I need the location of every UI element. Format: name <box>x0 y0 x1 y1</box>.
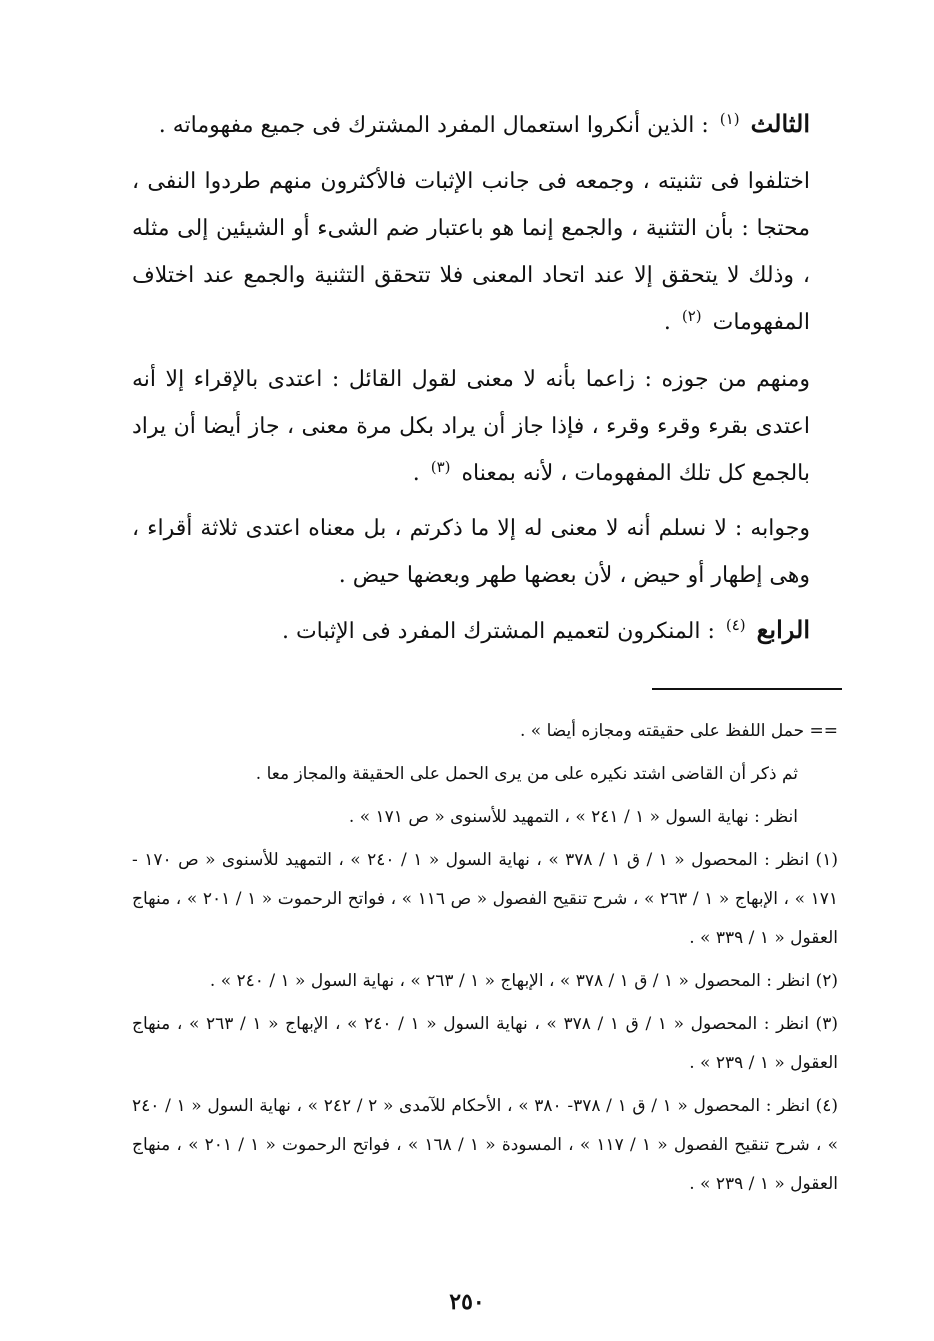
footnote-continuation-3: انظر : نهاية السول « ١ / ٢٤١ » ، التمهيد للأسنوى « ص ١٧١ » . <box>348 807 798 827</box>
paragraph-2-end: . <box>412 461 420 486</box>
paragraph-3 <box>132 505 838 599</box>
footnote-ref-1: (١) <box>719 109 740 128</box>
paragraph-2-text: ومنهم من جوزه : زاعما بأنه لا معنى لقول القائل : اعتدى بالإقراء إلا أنه اعتدى بقرء وقرء وقرء ، فإذا جاز أن يراد بكل مرة معنى ، جاز أيضا أن يراد بالجمع كل تلك المفهومات ، لأنه بمعناه <box>132 367 810 486</box>
footnote-3: (٣) انظر : المحصول « ١ / ق ١ / ٣٧٨ » ، نهاية السول « ١ / ٢٤٠ » ، الإبهاج « ١ / ٢٦٣ » ، منهاج العقول « ١ / ٢٣٩ » . <box>132 1014 838 1073</box>
footnote-ref-2: (٢) <box>681 306 702 325</box>
footnote-continuation-1: == حمل اللفظ على حقيقته ومجازه أيضا » . <box>520 721 838 741</box>
third-heading-label: الثالث <box>750 109 810 138</box>
paragraph-3-text: وجوابه : لا نسلم أنه لا معنى له إلا ما ذكرتم ، بل معناه اعتدى ثلاثة أقراء ، وهى إطهار أو حيض ، لأن بعضها طهر وبعضها حيض . <box>132 516 810 588</box>
fourth-heading-line <box>132 606 838 655</box>
paragraph-1-end: . <box>663 310 671 335</box>
third-heading-line <box>132 100 838 149</box>
footnote-ref-3: (٣) <box>430 457 451 476</box>
page-number: ٢٥٠ <box>449 1289 485 1315</box>
fourth-heading-text: : المنكرون لتعميم المشترك المفرد فى الإثبات . <box>281 619 715 644</box>
paragraph-2 <box>132 356 838 497</box>
third-heading-text: : الذين أنكروا استعمال المفرد المشترك فى جميع مفهوماته . <box>158 113 709 138</box>
footnote-separator <box>652 688 842 690</box>
footnote-2: (٢) انظر : المحصول « ١ / ق ١ / ٣٧٨ » ، الإبهاج « ١ / ٢٦٣ » ، نهاية السول « ١ / ٢٤٠ » . <box>209 971 838 991</box>
footnotes-section <box>132 712 838 1208</box>
paragraph-1 <box>132 158 838 346</box>
footnote-4: (٤) انظر : المحصول « ١ / ق ١ / ٣٧٨- ٣٨٠ » ، الأحكام للآمدى « ٢ / ٢٤٢ » ، نهاية السول « ١ / ٢٤٠ » ، شرح تنقيح الفصول « ١ / ١١٧ » ، المسودة « ١ / ١٦٨ » ، فواتح الرحموت « ١ / ٢٠١ » ، منهاج العقول « ١ / ٢٣٩ » . <box>132 1096 838 1194</box>
fourth-heading-label: الرابع <box>756 615 810 644</box>
footnote-1: (١) انظر : المحصول « ١ / ق ١ / ٣٧٨ » ، نهاية السول « ١ / ٢٤٠ » ، التمهيد للأسنوى « ص ١٧٠ - ١٧١ » ، الإبهاج « ١ / ٢٦٣ » ، شرح تنقيح الفصول « ص ١١٦ » ، فواتح الرحموت « ١ / ٢٠١ » ، منهاج العقول « ١ / ٣٣٩ » . <box>132 850 838 948</box>
footnote-ref-4: (٤) <box>725 615 746 634</box>
paragraph-1-text: اختلفوا فى تثنيته ، وجمعه فى جانب الإثبات فالأكثرون منهم طردوا النفى ، محتجا : بأن التثنية ، والجمع إنما هو باعتبار ضم الشىء أو الشيئين إلى مثله ، وذلك لا يتحقق إلا عند اتحاد المعنى فلا تتحقق التثنية والجمع عند اختلاف المفهومات <box>132 169 810 335</box>
footnote-continuation-2: ثم ذكر أن القاضى اشتد نكيره على من يرى الحمل على الحقيقة والمجاز معا . <box>255 764 798 784</box>
